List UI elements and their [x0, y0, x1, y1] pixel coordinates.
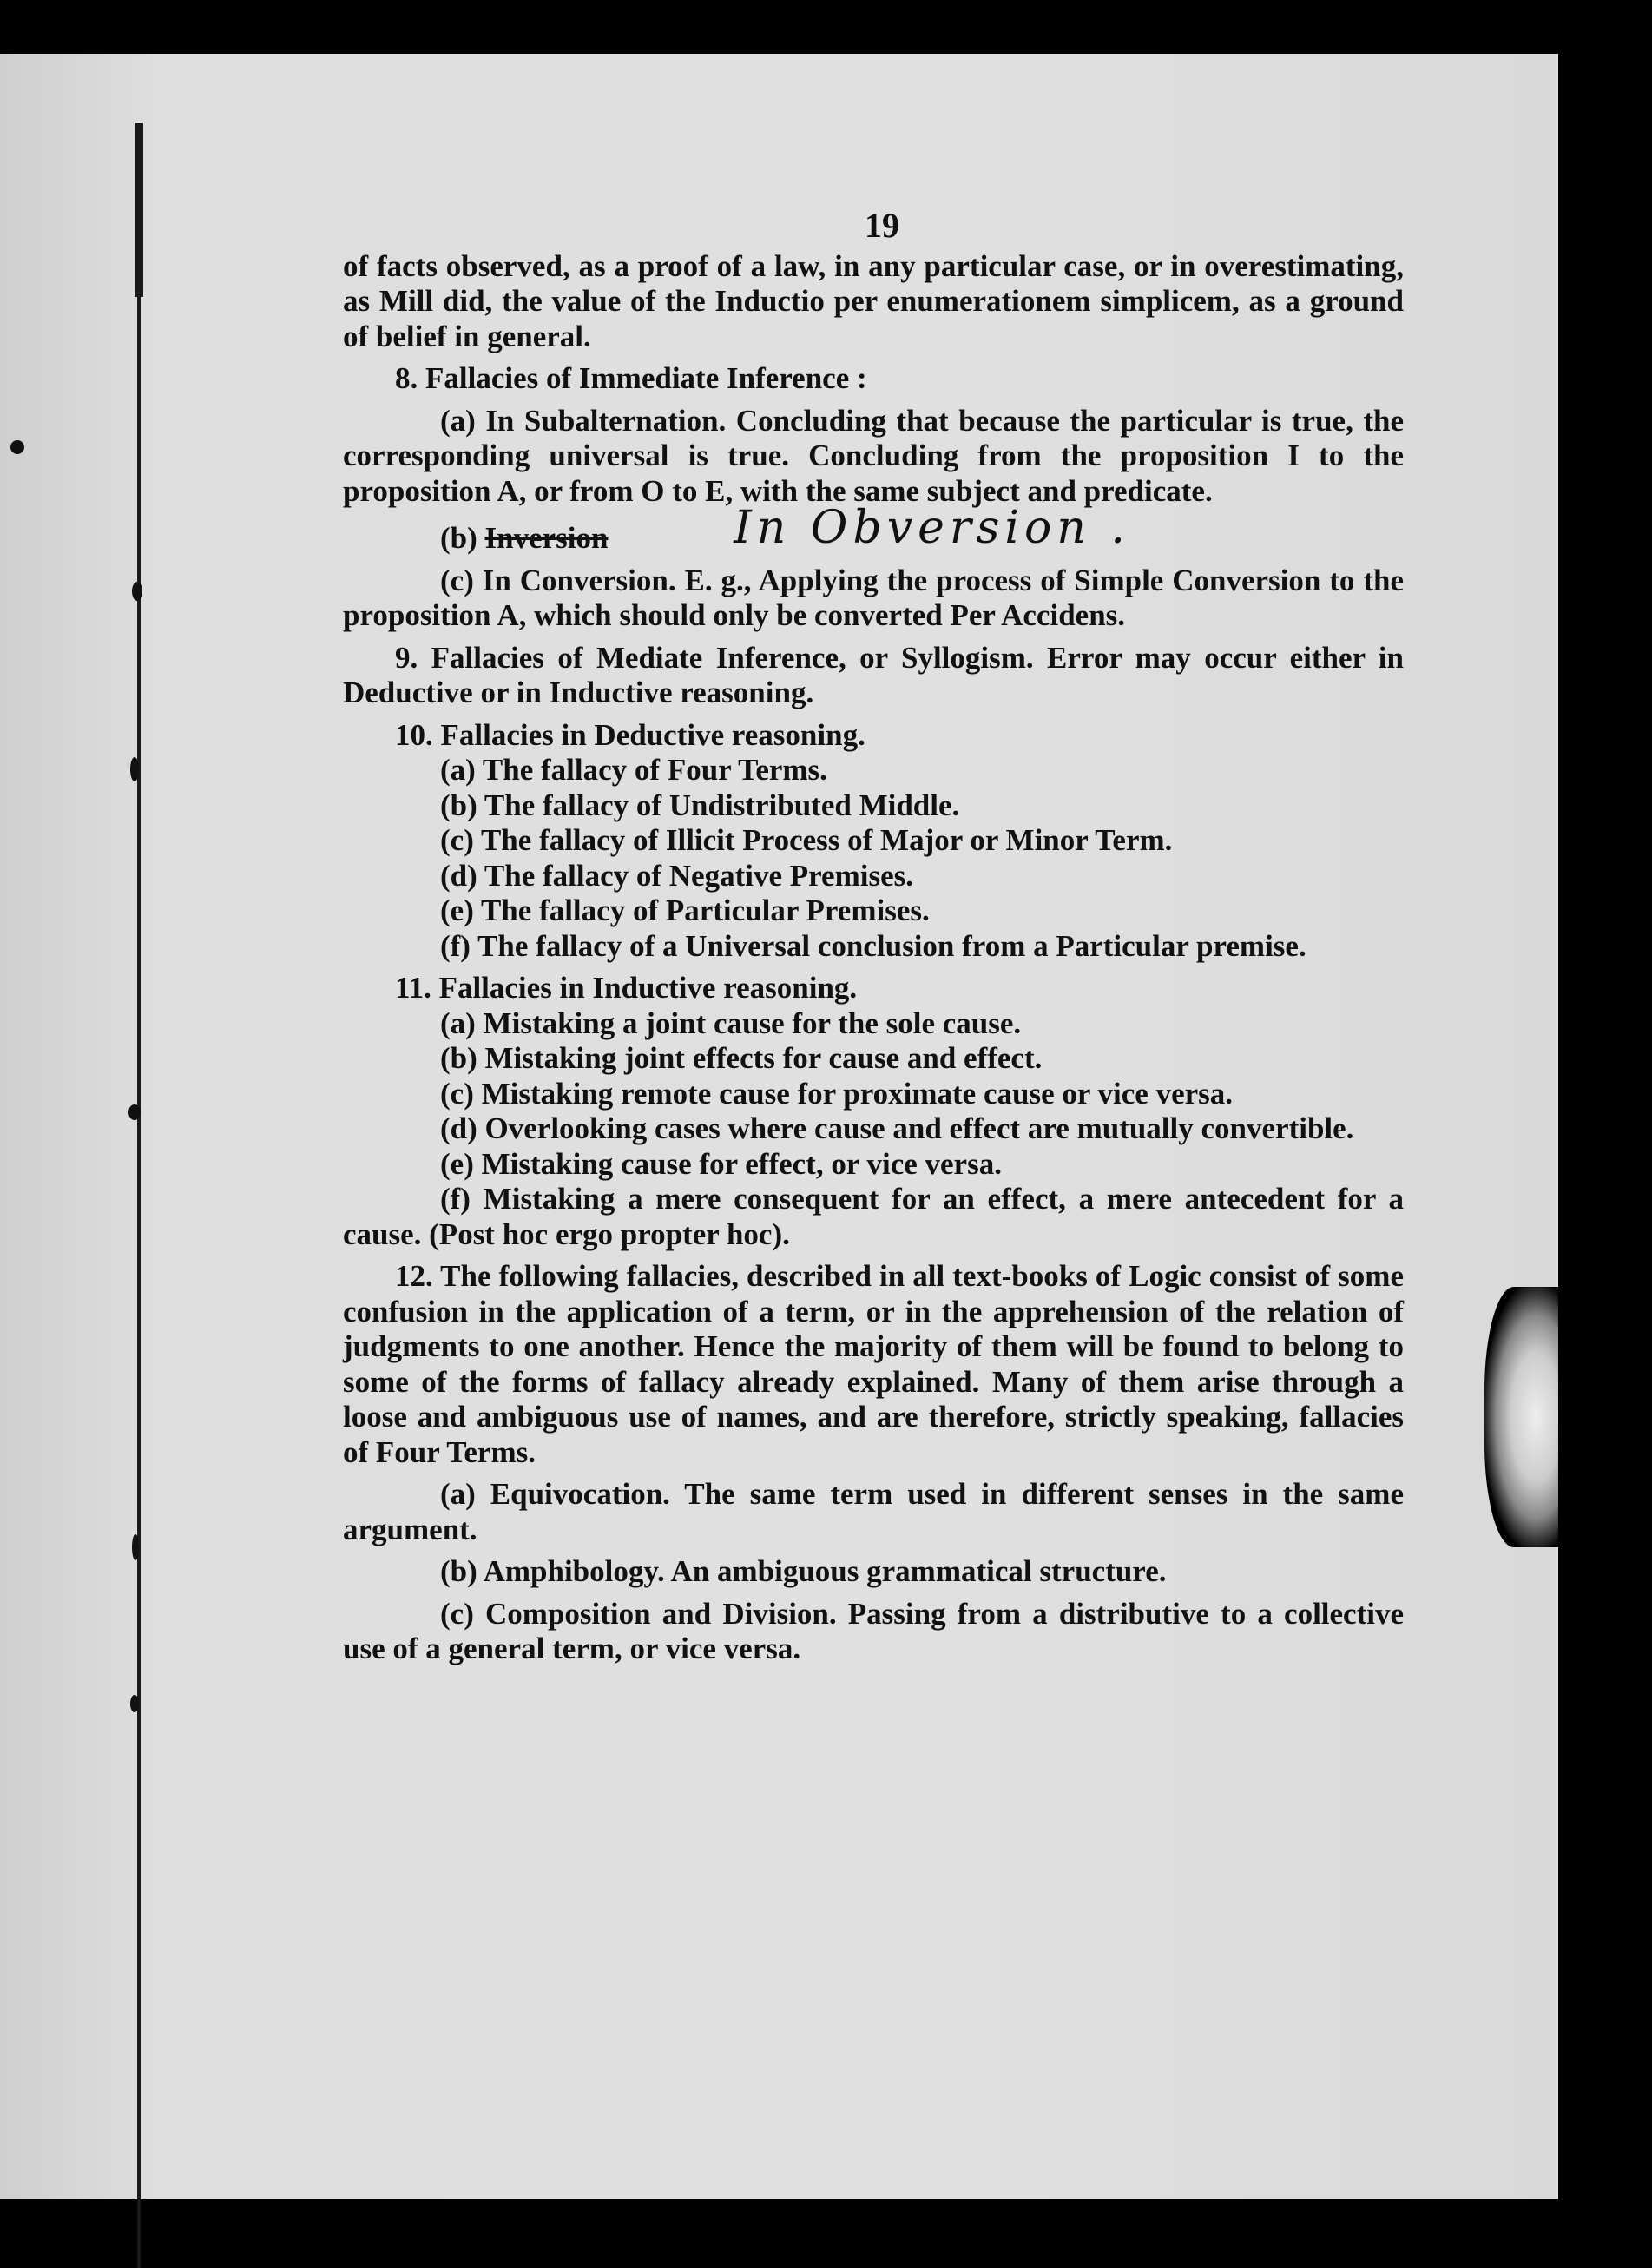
section-11-heading: 11. Fallacies in Inductive reasoning.: [395, 971, 858, 1005]
section-10-item: (c) The fallacy of Illicit Process of Major or Minor Term.: [440, 823, 1173, 857]
section-10-item: (d) The fallacy of Negative Premises.: [440, 858, 913, 893]
section-9-paragraph: 9. Fallacies of Mediate Inference, or Syllogism. Error may occur either in Deductive or in Inductive reasoning.: [343, 640, 1404, 709]
section-11-item: (b) Mistaking joint effects for cause and effect.: [440, 1041, 1043, 1075]
binding-mark: [135, 123, 143, 297]
section-12-item: (c) Composition and Division. Passing from a distributive to a collective use of a general term, or vice versa.: [343, 1596, 1404, 1665]
margin-speck: [10, 440, 24, 454]
margin-speck: [132, 582, 142, 601]
section-10-item: (e) The fallacy of Particular Premises.: [440, 893, 930, 927]
section-11-item: (c) Mistaking remote cause for proximate cause or vice versa.: [440, 1076, 1234, 1111]
section-12-paragraph: 12. The following fallacies, described in all text-books of Logic consist of some confusion in the application of a term, or in the apprehension of the relation of judgments to one another. Hence the majority of them will be found to belong to some of the forms of fallacy already explained. Many of them arise through a loose and ambiguous use of names, and are therefore, strictly speaking, fallacies of Four Terms.: [343, 1259, 1404, 1469]
section-10-heading: 10. Fallacies in Deductive reasoning.: [395, 717, 865, 752]
section-8-item-b-label: (b): [440, 521, 477, 555]
section-10-item: (f) The fallacy of a Universal conclusion from a Particular premise.: [440, 928, 1306, 963]
margin-speck: [128, 1104, 141, 1120]
margin-speck: [130, 1695, 139, 1712]
section-12-item: (a) Equivocation. The same term used in different senses in the same argument.: [343, 1477, 1404, 1546]
section-10-item: (a) The fallacy of Four Terms.: [440, 753, 827, 787]
section-11-item: (a) Mistaking a joint cause for the sole cause.: [440, 1005, 1022, 1040]
margin-speck: [132, 1534, 139, 1560]
section-11-item: (d) Overlooking cases where cause and effect are mutually convertible.: [440, 1111, 1354, 1145]
section-8-item-b: [343, 502, 1404, 557]
page-text: [343, 208, 1404, 1674]
section-8-item-a: (a) In Subalternation. Concluding that because the particular is true, the corresponding universal is true. Concluding from the proposition I to the proposition A, or from O to E, with the same subject and predicate.: [343, 403, 1404, 508]
section-10-item: (b) The fallacy of Undistributed Middle.: [440, 788, 960, 822]
binding-shadow: [137, 123, 141, 2268]
section-8-item-c: (c) In Conversion. E. g., Applying the process of Simple Conversion to the proposition A, which should only be converted Per Accidens.: [343, 563, 1404, 632]
handwritten-correction: In Obversion .: [734, 502, 1130, 554]
section-12-item: (b) Amphibology. An ambiguous grammatical structure.: [440, 1554, 1167, 1588]
section-11-item: (f) Mistaking a mere consequent for an effect, a mere antecedent for a cause. (Post hoc ergo propter hoc).: [343, 1182, 1404, 1251]
struck-word: Inversion: [484, 521, 609, 555]
margin-speck: [130, 757, 139, 781]
section-8-heading: 8. Fallacies of Immediate Inference :: [395, 361, 867, 395]
page-damage-blot: [1484, 1287, 1558, 1547]
continuation-paragraph: of facts observed, as a proof of a law, in any particular case, or in overestimating, as Mill did, the value of the Inductio per enumerationem simplicem, as a ground of belief in general.: [343, 248, 1404, 353]
section-11-item: (e) Mistaking cause for effect, or vice versa.: [440, 1146, 1002, 1181]
page-number: 19: [865, 206, 899, 245]
